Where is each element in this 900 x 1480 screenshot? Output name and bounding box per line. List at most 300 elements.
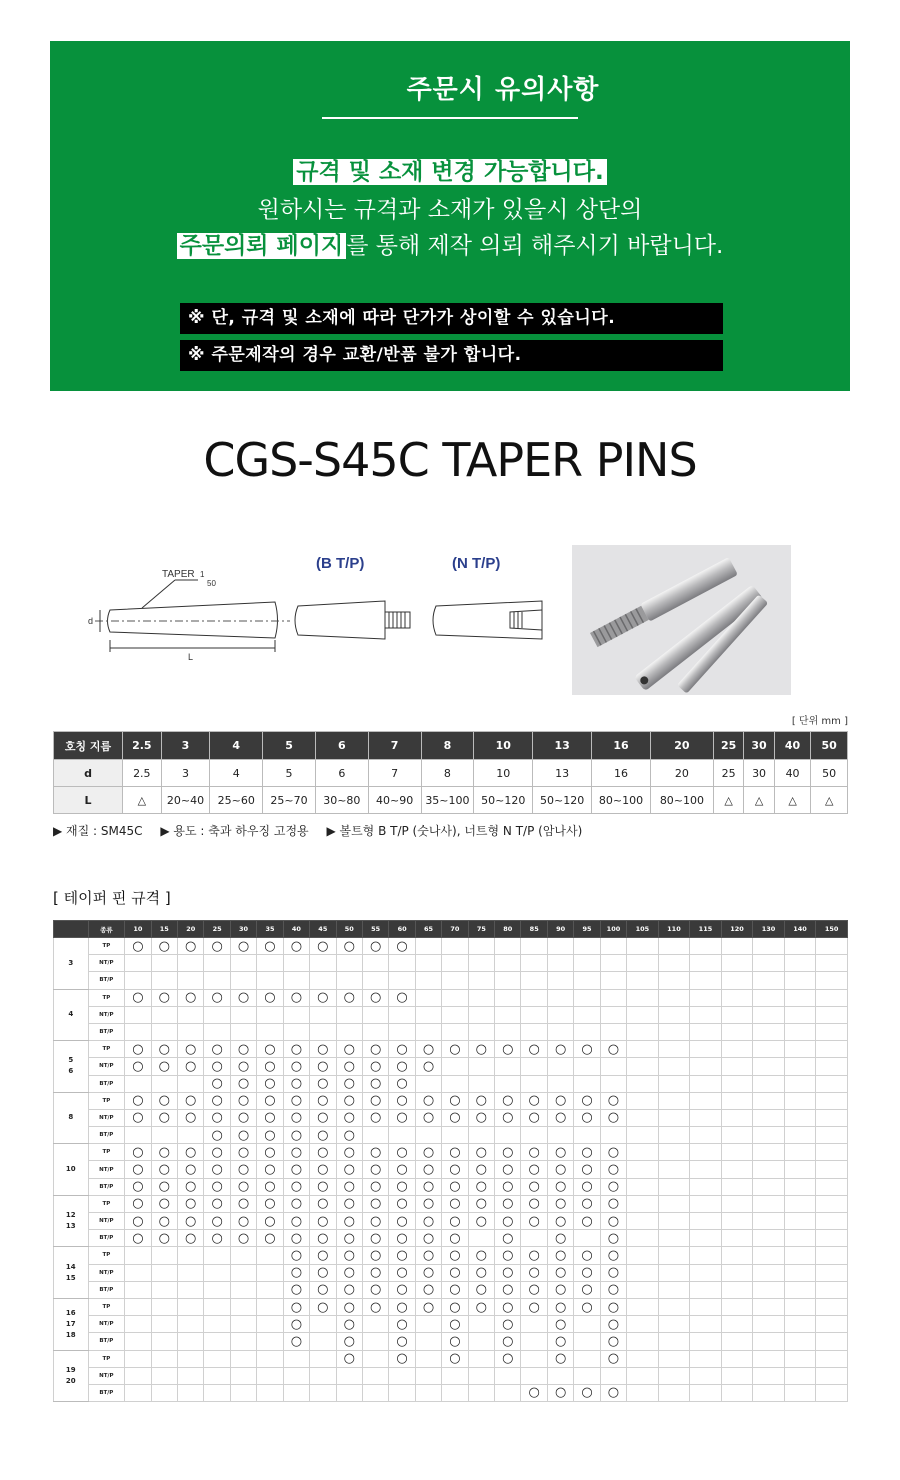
empty-cell: [816, 1264, 848, 1281]
empty-cell: [521, 1006, 547, 1023]
empty-cell: [362, 1350, 388, 1367]
empty-cell: [230, 1281, 256, 1298]
empty-cell: [415, 1384, 441, 1401]
empty-cell: [442, 1384, 468, 1401]
available-mark: ○: [547, 1230, 573, 1247]
available-mark: ○: [600, 1178, 626, 1195]
available-mark: ○: [362, 1247, 388, 1264]
available-mark: ○: [178, 1058, 204, 1075]
available-mark: ○: [389, 1195, 415, 1212]
empty-cell: [784, 1058, 816, 1075]
empty-cell: [151, 1247, 177, 1264]
available-mark: ○: [310, 1161, 336, 1178]
empty-cell: [468, 972, 494, 989]
available-mark: ○: [283, 1213, 309, 1230]
empty-cell: [690, 938, 722, 955]
empty-cell: [415, 972, 441, 989]
available-mark: ○: [310, 1058, 336, 1075]
empty-cell: [816, 1144, 848, 1161]
available-mark: ○: [151, 1178, 177, 1195]
kind-cell: TP: [88, 1144, 125, 1161]
available-mark: ○: [336, 1195, 362, 1212]
empty-cell: [627, 1281, 659, 1298]
empty-cell: [521, 1023, 547, 1040]
empty-cell: [574, 989, 600, 1006]
empty-cell: [521, 1058, 547, 1075]
empty-cell: [574, 938, 600, 955]
available-mark: ○: [495, 1316, 521, 1333]
empty-cell: [230, 1333, 256, 1350]
empty-cell: [658, 1213, 690, 1230]
empty-cell: [627, 1298, 659, 1315]
empty-cell: [547, 972, 573, 989]
empty-cell: [178, 1023, 204, 1040]
available-mark: ○: [600, 1281, 626, 1298]
empty-cell: [151, 1298, 177, 1315]
available-mark: ○: [521, 1298, 547, 1315]
empty-cell: [627, 1006, 659, 1023]
available-mark: ○: [362, 1298, 388, 1315]
available-mark: ○: [178, 1041, 204, 1058]
empty-cell: [784, 1127, 816, 1144]
empty-cell: [721, 1298, 753, 1315]
empty-cell: [257, 1367, 283, 1384]
empty-cell: [753, 1109, 785, 1126]
available-mark: ○: [204, 1092, 230, 1109]
empty-cell: [283, 1350, 309, 1367]
available-mark: ○: [204, 1127, 230, 1144]
empty-cell: [600, 955, 626, 972]
empty-cell: [204, 1367, 230, 1384]
empty-cell: [816, 1109, 848, 1126]
available-mark: ○: [600, 1213, 626, 1230]
empty-cell: [230, 1367, 256, 1384]
available-mark: ○: [257, 1195, 283, 1212]
empty-cell: [547, 1023, 573, 1040]
empty-cell: [442, 972, 468, 989]
empty-cell: [521, 972, 547, 989]
available-mark: ○: [125, 1213, 151, 1230]
empty-cell: [257, 1298, 283, 1315]
empty-cell: [125, 1023, 151, 1040]
available-mark: ○: [547, 1350, 573, 1367]
empty-cell: [753, 1230, 785, 1247]
kind-cell: NT/P: [88, 1161, 125, 1178]
spec-size-header: 40: [774, 732, 811, 760]
size-header: [54, 921, 89, 938]
empty-cell: [721, 1092, 753, 1109]
empty-cell: [690, 1144, 722, 1161]
empty-cell: [627, 1264, 659, 1281]
spec-diameter-cell: 3: [161, 760, 210, 787]
empty-cell: [784, 1144, 816, 1161]
empty-cell: [721, 972, 753, 989]
available-mark: ○: [310, 1213, 336, 1230]
empty-cell: [753, 1195, 785, 1212]
empty-cell: [151, 1316, 177, 1333]
empty-cell: [784, 972, 816, 989]
length-header: 35: [257, 921, 283, 938]
empty-cell: [125, 1350, 151, 1367]
available-mark: ○: [389, 1092, 415, 1109]
empty-cell: [690, 1298, 722, 1315]
empty-cell: [600, 989, 626, 1006]
available-mark: ○: [310, 1109, 336, 1126]
available-mark: ○: [204, 1213, 230, 1230]
empty-cell: [204, 1281, 230, 1298]
spec-header-label: 호칭 지름: [54, 732, 123, 760]
available-mark: ○: [336, 989, 362, 1006]
available-mark: ○: [574, 1109, 600, 1126]
empty-cell: [151, 972, 177, 989]
available-mark: ○: [336, 1178, 362, 1195]
spec-length-cell: 25~60: [210, 787, 263, 814]
spec-size-header: 30: [744, 732, 774, 760]
available-mark: ○: [389, 989, 415, 1006]
available-mark: ○: [125, 1195, 151, 1212]
empty-cell: [816, 1247, 848, 1264]
available-mark: ○: [310, 1247, 336, 1264]
empty-cell: [389, 1127, 415, 1144]
availability-row: [54, 1367, 848, 1384]
empty-cell: [178, 1316, 204, 1333]
empty-cell: [151, 1264, 177, 1281]
empty-cell: [690, 1281, 722, 1298]
empty-cell: [178, 1298, 204, 1315]
spec-size-header: 10: [474, 732, 533, 760]
empty-cell: [721, 1006, 753, 1023]
available-mark: ○: [389, 1298, 415, 1315]
material-note: ▶ 재질 : SM45C: [53, 824, 143, 838]
available-mark: ○: [600, 1247, 626, 1264]
order-notice-panel: [50, 41, 850, 391]
empty-cell: [151, 1350, 177, 1367]
spec-diameter-cell: 50: [811, 760, 848, 787]
empty-cell: [658, 989, 690, 1006]
empty-cell: [627, 1350, 659, 1367]
available-mark: ○: [283, 1281, 309, 1298]
empty-cell: [658, 938, 690, 955]
empty-cell: [753, 1213, 785, 1230]
empty-cell: [753, 1384, 785, 1401]
available-mark: ○: [547, 1316, 573, 1333]
available-mark: ○: [257, 1109, 283, 1126]
spec-diameter-cell: 7: [368, 760, 421, 787]
available-mark: ○: [125, 989, 151, 1006]
type-note: ▶ 볼트형 B T/P (숫나사), 너트형 N T/P (암나사): [326, 824, 583, 838]
empty-cell: [389, 1384, 415, 1401]
empty-cell: [721, 1178, 753, 1195]
notice-line-3-text: 를 통해 제작 의뢰 해주시기 바랍니다.: [346, 233, 724, 259]
empty-cell: [690, 1023, 722, 1040]
empty-cell: [721, 1109, 753, 1126]
availability-title: [ 테이퍼 핀 규격 ]: [53, 889, 171, 907]
empty-cell: [784, 938, 816, 955]
empty-cell: [690, 972, 722, 989]
empty-cell: [362, 1316, 388, 1333]
available-mark: ○: [178, 1161, 204, 1178]
empty-cell: [784, 1230, 816, 1247]
availability-row: [54, 972, 848, 989]
empty-cell: [753, 1041, 785, 1058]
available-mark: ○: [204, 1041, 230, 1058]
available-mark: ○: [178, 989, 204, 1006]
empty-cell: [257, 1350, 283, 1367]
empty-cell: [816, 1230, 848, 1247]
available-mark: ○: [362, 1281, 388, 1298]
available-mark: ○: [547, 1384, 573, 1401]
available-mark: ○: [547, 1213, 573, 1230]
empty-cell: [125, 1247, 151, 1264]
empty-cell: [468, 1230, 494, 1247]
empty-cell: [362, 955, 388, 972]
notice-line-2: 원하시는 규격과 소재가 있을시 상단의: [257, 197, 643, 223]
empty-cell: [721, 1264, 753, 1281]
empty-cell: [816, 955, 848, 972]
kind-cell: TP: [88, 1092, 125, 1109]
availability-row: [54, 1384, 848, 1401]
available-mark: ○: [283, 1041, 309, 1058]
available-mark: ○: [442, 1144, 468, 1161]
available-mark: ○: [257, 1230, 283, 1247]
empty-cell: [721, 1384, 753, 1401]
empty-cell: [495, 972, 521, 989]
spec-size-header: 8: [421, 732, 474, 760]
empty-cell: [690, 1247, 722, 1264]
available-mark: ○: [600, 1109, 626, 1126]
available-mark: ○: [125, 1109, 151, 1126]
available-mark: ○: [442, 1350, 468, 1367]
available-mark: ○: [283, 1127, 309, 1144]
product-title: CGS-S45C TAPER PINS: [203, 433, 697, 487]
available-mark: ○: [600, 1161, 626, 1178]
spec-length-cell: △: [123, 787, 162, 814]
empty-cell: [721, 1161, 753, 1178]
available-mark: ○: [362, 1075, 388, 1092]
available-mark: ○: [468, 1247, 494, 1264]
empty-cell: [310, 1006, 336, 1023]
available-mark: ○: [151, 1058, 177, 1075]
empty-cell: [495, 1075, 521, 1092]
empty-cell: [178, 1075, 204, 1092]
empty-cell: [627, 1041, 659, 1058]
taper-label: TAPER: [162, 569, 195, 580]
available-mark: ○: [310, 1127, 336, 1144]
empty-cell: [178, 1264, 204, 1281]
spec-size-header: 7: [368, 732, 421, 760]
empty-cell: [178, 1247, 204, 1264]
empty-cell: [816, 1075, 848, 1092]
empty-cell: [230, 1023, 256, 1040]
available-mark: ○: [389, 1041, 415, 1058]
available-mark: ○: [283, 1092, 309, 1109]
empty-cell: [362, 1333, 388, 1350]
kind-cell: TP: [88, 1247, 125, 1264]
availability-row: [54, 1058, 848, 1075]
available-mark: ○: [495, 1041, 521, 1058]
empty-cell: [204, 1350, 230, 1367]
empty-cell: [753, 1075, 785, 1092]
available-mark: ○: [442, 1316, 468, 1333]
available-mark: ○: [495, 1092, 521, 1109]
empty-cell: [574, 1075, 600, 1092]
available-mark: ○: [257, 1213, 283, 1230]
empty-cell: [816, 1058, 848, 1075]
empty-cell: [600, 1075, 626, 1092]
empty-cell: [574, 1006, 600, 1023]
available-mark: ○: [257, 1161, 283, 1178]
empty-cell: [658, 1075, 690, 1092]
empty-cell: [574, 955, 600, 972]
empty-cell: [574, 1230, 600, 1247]
empty-cell: [753, 1023, 785, 1040]
available-mark: ○: [521, 1178, 547, 1195]
available-mark: ○: [336, 1058, 362, 1075]
length-header: 55: [362, 921, 388, 938]
empty-cell: [521, 1316, 547, 1333]
available-mark: ○: [310, 1041, 336, 1058]
available-mark: ○: [204, 1230, 230, 1247]
available-mark: ○: [547, 1041, 573, 1058]
empty-cell: [574, 1127, 600, 1144]
available-mark: ○: [125, 1178, 151, 1195]
kind-cell: BT/P: [88, 1023, 125, 1040]
empty-cell: [257, 1006, 283, 1023]
empty-cell: [627, 1023, 659, 1040]
available-mark: ○: [415, 1178, 441, 1195]
empty-cell: [658, 1350, 690, 1367]
diameter-label: d: [88, 616, 94, 626]
available-mark: ○: [600, 1195, 626, 1212]
size-cell: 16 17 18: [54, 1298, 89, 1350]
available-mark: ○: [310, 1178, 336, 1195]
empty-cell: [816, 1384, 848, 1401]
length-header: 105: [627, 921, 659, 938]
empty-cell: [753, 955, 785, 972]
empty-cell: [415, 1127, 441, 1144]
notice-line-3: [50, 231, 850, 261]
empty-cell: [574, 1058, 600, 1075]
available-mark: ○: [468, 1213, 494, 1230]
empty-cell: [310, 1384, 336, 1401]
empty-cell: [389, 955, 415, 972]
length-header: 85: [521, 921, 547, 938]
length-header: 30: [230, 921, 256, 938]
empty-cell: [627, 1092, 659, 1109]
spec-size-header: 25: [713, 732, 743, 760]
empty-cell: [521, 1350, 547, 1367]
length-header: 45: [310, 921, 336, 938]
available-mark: ○: [389, 1333, 415, 1350]
kind-cell: TP: [88, 1350, 125, 1367]
available-mark: ○: [362, 1264, 388, 1281]
empty-cell: [816, 1367, 848, 1384]
spec-diameter-label: d: [54, 760, 123, 787]
availability-row: [54, 1298, 848, 1315]
available-mark: ○: [310, 938, 336, 955]
empty-cell: [204, 1264, 230, 1281]
available-mark: ○: [283, 1298, 309, 1315]
empty-cell: [721, 955, 753, 972]
spec-size-header: 3: [161, 732, 210, 760]
available-mark: ○: [415, 1213, 441, 1230]
empty-cell: [389, 1023, 415, 1040]
available-mark: ○: [442, 1247, 468, 1264]
empty-cell: [495, 1367, 521, 1384]
availability-row: [54, 1281, 848, 1298]
empty-cell: [442, 1367, 468, 1384]
empty-cell: [257, 1264, 283, 1281]
available-mark: ○: [600, 1298, 626, 1315]
available-mark: ○: [468, 1144, 494, 1161]
empty-cell: [521, 938, 547, 955]
available-mark: ○: [362, 1041, 388, 1058]
empty-cell: [753, 1367, 785, 1384]
available-mark: ○: [257, 1144, 283, 1161]
available-mark: ○: [521, 1161, 547, 1178]
empty-cell: [468, 938, 494, 955]
empty-cell: [468, 1127, 494, 1144]
empty-cell: [784, 1023, 816, 1040]
empty-cell: [125, 955, 151, 972]
empty-cell: [310, 1367, 336, 1384]
available-mark: ○: [389, 1281, 415, 1298]
empty-cell: [178, 1384, 204, 1401]
empty-cell: [362, 1384, 388, 1401]
kind-cell: NT/P: [88, 1058, 125, 1075]
notice-line-1: [50, 157, 850, 187]
spec-size-header: 16: [592, 732, 651, 760]
available-mark: ○: [178, 1144, 204, 1161]
empty-cell: [753, 1161, 785, 1178]
notice-highlight-order-page: 주문의뢰 페이지: [177, 233, 347, 259]
spec-diameter-cell: 8: [421, 760, 474, 787]
empty-cell: [521, 1075, 547, 1092]
available-mark: ○: [600, 1350, 626, 1367]
empty-cell: [310, 1316, 336, 1333]
available-mark: ○: [362, 1178, 388, 1195]
spec-size-header: 5: [263, 732, 316, 760]
empty-cell: [658, 1230, 690, 1247]
empty-cell: [784, 1367, 816, 1384]
empty-cell: [784, 1264, 816, 1281]
spec-diameter-row: [54, 760, 848, 787]
availability-row: [54, 1213, 848, 1230]
empty-cell: [658, 1195, 690, 1212]
empty-cell: [230, 1247, 256, 1264]
empty-cell: [627, 1195, 659, 1212]
empty-cell: [753, 1316, 785, 1333]
empty-cell: [753, 1178, 785, 1195]
available-mark: ○: [230, 1144, 256, 1161]
spec-size-header: 20: [650, 732, 713, 760]
kind-cell: TP: [88, 1195, 125, 1212]
available-mark: ○: [574, 1384, 600, 1401]
available-mark: ○: [495, 1178, 521, 1195]
empty-cell: [753, 1350, 785, 1367]
empty-cell: [721, 1127, 753, 1144]
available-mark: ○: [547, 1109, 573, 1126]
empty-cell: [658, 1092, 690, 1109]
empty-cell: [690, 1213, 722, 1230]
availability-row: [54, 1127, 848, 1144]
empty-cell: [230, 1350, 256, 1367]
availability-row: [54, 955, 848, 972]
empty-cell: [658, 1109, 690, 1126]
empty-cell: [816, 1041, 848, 1058]
empty-cell: [784, 1092, 816, 1109]
available-mark: ○: [468, 1161, 494, 1178]
